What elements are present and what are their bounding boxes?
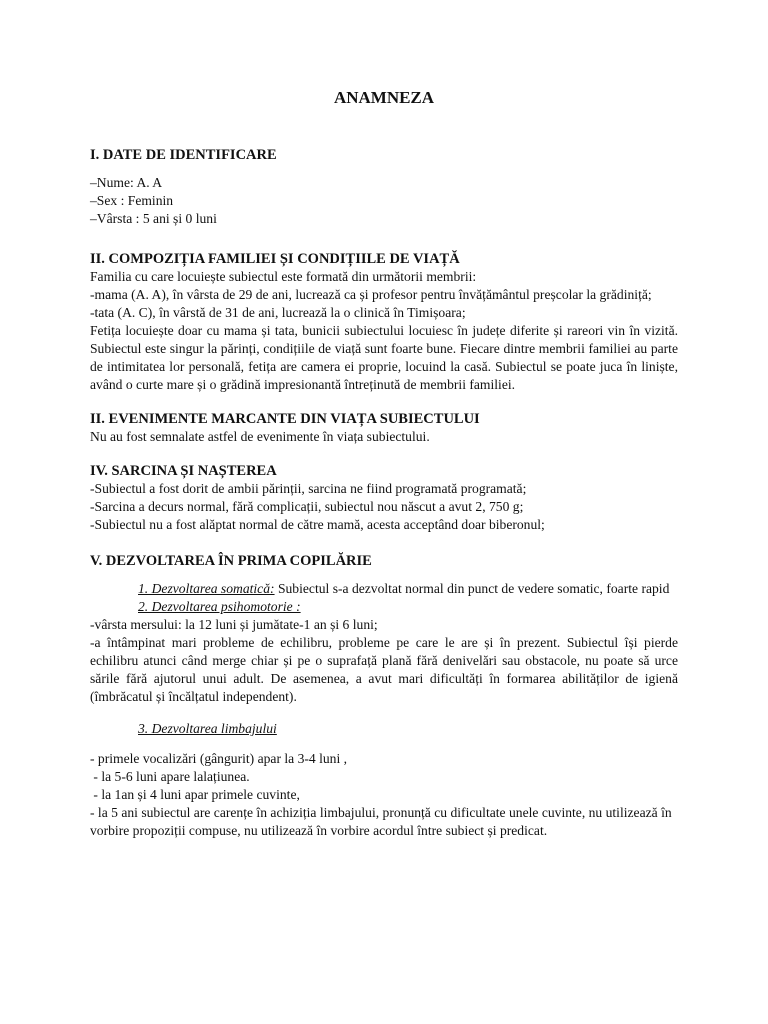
language-line-2: - la 5-6 luni apare lalațiunea. [90, 769, 250, 784]
section-pregnancy-heading: IV. SARCINA ȘI NAȘTEREA [90, 463, 277, 479]
identification-sex: –Sex : Feminin [90, 193, 174, 208]
language-line-4: - la 5 ani subiectul are carențe în achiziția limbajului, pronunță cu dificultate unele cuvinte, nu utilizează în vorbire propoziții compuse, nu utilizează în vorbire acordul între subiect și predicat. [90, 805, 672, 838]
language-line-3: - la 1an și 4 luni apar primele cuvinte, [90, 787, 300, 802]
psychomotor-line-1: -vârsta mersului: la 12 luni și jumătate-1 an și 6 luni; [90, 617, 378, 632]
family-paragraph-intro: Familia cu care locuiește subiectul este formată din următorii membrii: [90, 269, 477, 284]
psychomotor-development-label-line [90, 598, 678, 616]
somatic-development-paragraph [90, 580, 678, 598]
language-development-label: 3. Dezvoltarea limbajului [138, 721, 277, 736]
psychomotor-line-2: -a întâmpinat mari probleme de echilibru, probleme pe care le are și în prezent. Subiectul își pierde echilibru atunci când merge chiar și pe o suprafață plană fără denivelări sau obstacole, nu poate să urce sările fără ajutorul unui adult. De asemenea, a avut mari dificultăți în formarea abilităților de igienă (îmbrăcatul și încălțatul independent). [90, 635, 678, 704]
events-paragraph: Nu au fost semnalate astfel de evenimente în viața subiectului. [90, 429, 430, 444]
section-family-heading: II. COMPOZIȚIA FAMILIEI ȘI CONDIȚIILE DE VIAȚĂ [90, 251, 460, 267]
pregnancy-line-2: -Sarcina a decurs normal, fără complicații, subiectul nou născut a avut 2, 750 g; [90, 499, 524, 514]
language-line-1: - primele vocalizări (gângurit) apar la 3-4 luni , [90, 751, 348, 766]
identification-age: –Vârsta : 5 ani și 0 luni [90, 211, 217, 226]
family-paragraph-conditions: Fetița locuiește doar cu mama și tata, bunicii subiectului locuiesc în județe diferite și rareori vin în vizită. Subiectul este singur la părinți, condițiile de viață sunt foarte bune. Fiecare dintre membrii familiei au parte de intimitatea lor personală, fetița are camera ei proprie, locuind la casă. Subiectul se poate juca în liniște, având o curte mare și o grădină impresionantă întreținută de membrii familiei. [90, 323, 678, 392]
identification-name: –Nume: A. A [90, 175, 163, 190]
section-development-heading: V. DEZVOLTAREA ÎN PRIMA COPILĂRIE [90, 553, 372, 569]
section-identification-heading: I. DATE DE IDENTIFICARE [90, 147, 277, 163]
pregnancy-line-1: -Subiectul a fost dorit de ambii părinții, sarcina ne fiind programată programată; [90, 481, 527, 496]
somatic-development-text: Subiectul s-a dezvoltat normal din punct de vedere somatic, foarte rapid [274, 581, 670, 596]
pregnancy-line-3: -Subiectul nu a fost alăptat normal de către mamă, acesta acceptând doar biberonul; [90, 517, 545, 532]
psychomotor-development-label: 2. Dezvoltarea psihomotorie : [138, 599, 301, 614]
language-development-label-line [90, 720, 678, 738]
document-title: ANAMNEZA [333, 88, 435, 107]
somatic-development-label: 1. Dezvoltarea somatică: [138, 581, 275, 596]
section-events-heading: II. EVENIMENTE MARCANTE DIN VIAȚA SUBIECTULUI [90, 411, 480, 427]
family-paragraph-mother: -mama (A. A), în vârsta de 29 de ani, lucrează ca și profesor pentru învățământul preșcolar la grădiniță; [90, 287, 652, 302]
family-paragraph-father: -tata (A. C), în vârstă de 31 de ani, lucrează la o clinică în Timișoara; [90, 305, 466, 320]
